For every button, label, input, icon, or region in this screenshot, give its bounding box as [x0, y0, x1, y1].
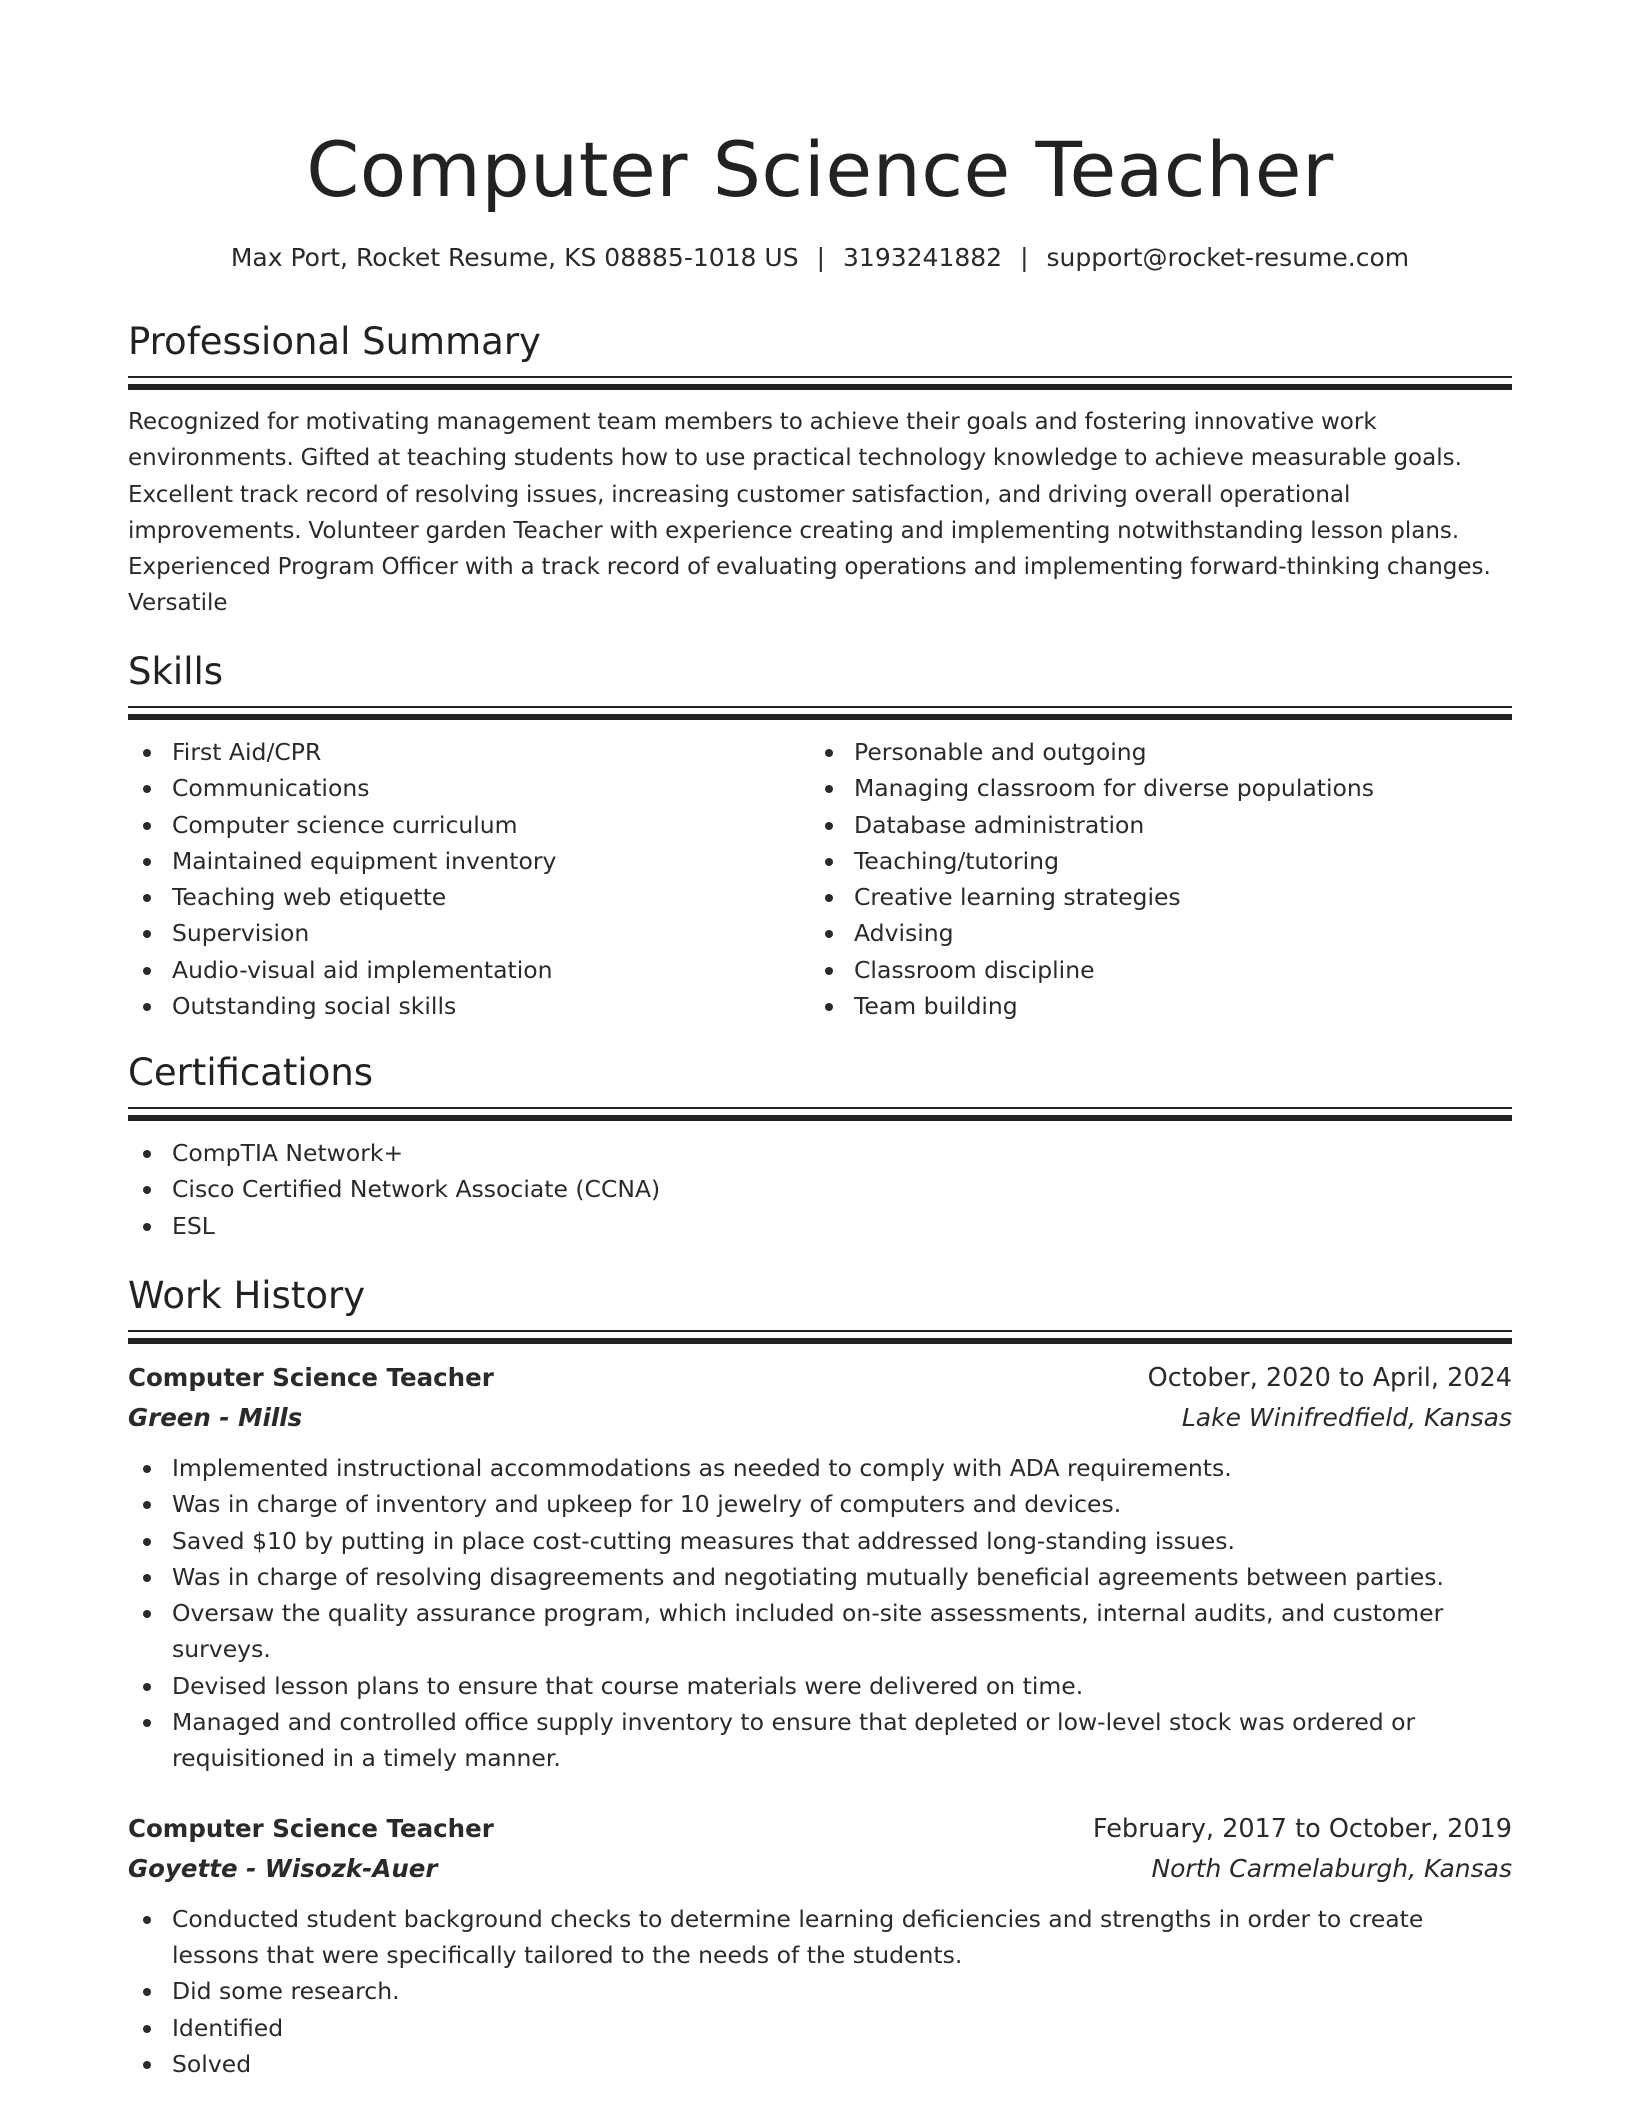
certifications-list	[128, 1135, 1512, 1244]
list-item: Conducted student background checks to determine learning deficiencies and strengths in order to create lessons that were specifically tailored to the needs of the students.	[128, 1901, 1512, 1974]
section-heading: Professional Summary	[128, 320, 541, 363]
summary-paragraph: Recognized for motivating management team members to achieve their goals and fostering innovative work environments. Gifted at teaching students how to use practical technology knowledge to achieve measurable goals. Excellent track record of resolving issues, increasing customer satisfaction, and driving overall operational improvements. Volunteer garden Teacher with experience creating and implementing notwithstanding lesson plans. Experienced Program Officer with a track record of evaluating operations and implementing forward-thinking changes. Versatile	[128, 409, 1491, 617]
resume-title: Computer Science Teacher	[306, 125, 1334, 214]
list-item: Computer science curriculum	[128, 807, 810, 843]
section-work-history	[128, 1271, 1512, 2082]
list-item: Solved	[128, 2046, 1512, 2082]
list-item: Cisco Certified Network Associate (CCNA)	[128, 1171, 1512, 1207]
skills-columns	[128, 720, 1512, 1024]
job-title: Computer Science Teacher	[128, 1813, 494, 1843]
contact-line	[128, 238, 1512, 278]
list-item: Oversaw the quality assurance program, which included on-site assessments, internal audits, and customer surveys.	[128, 1595, 1512, 1668]
list-item: Implemented instructional accommodations as needed to comply with ADA requirements.	[128, 1450, 1512, 1486]
section-rule-thick	[128, 1115, 1512, 1121]
list-item: Managed and controlled office supply inventory to ensure that depleted or low-level stock was ordered or requisitioned in a timely manner.	[128, 1704, 1512, 1777]
job-subheader	[128, 1398, 1512, 1438]
job-header	[128, 1358, 1512, 1398]
job-header	[128, 1809, 1512, 1849]
list-item: Was in charge of resolving disagreements and negotiating mutually beneficial agreements between parties.	[128, 1559, 1512, 1595]
section-skills	[128, 647, 1512, 1024]
job-duties-list	[128, 1901, 1512, 2082]
job-duties-list	[128, 1450, 1512, 1777]
section-rule-thin	[128, 706, 1512, 708]
list-item: Creative learning strategies	[810, 879, 1492, 915]
job-title: Computer Science Teacher	[128, 1363, 494, 1392]
list-item: Maintained equipment inventory	[128, 843, 810, 879]
job-location: North Carmelaburgh, Kansas	[1151, 1853, 1512, 1883]
skills-column-left	[128, 720, 810, 1024]
list-item: Teaching/tutoring	[810, 843, 1492, 879]
skills-column-right	[810, 720, 1492, 1024]
section-rule-thin	[128, 376, 1512, 378]
list-item: Team building	[810, 988, 1492, 1024]
contact-separator: |	[816, 243, 826, 272]
list-item: Supervision	[128, 915, 810, 951]
job-company: Green - Mills	[128, 1403, 303, 1432]
list-item: ESL	[128, 1208, 1512, 1244]
contact-address: Max Port, Rocket Resume, KS 08885-1018 US	[230, 243, 799, 272]
skills-list-left	[128, 734, 810, 1024]
list-item: Identified	[128, 2010, 1512, 2046]
skills-list-right	[810, 734, 1492, 1024]
contact-email[interactable]: support@rocket-resume.com	[1046, 243, 1410, 272]
list-item: Classroom discipline	[810, 952, 1492, 988]
list-item: CompTIA Network+	[128, 1135, 1512, 1171]
list-item: Managing classroom for diverse populations	[810, 770, 1492, 806]
list-item: Advising	[810, 915, 1492, 951]
section-certifications	[128, 1048, 1512, 1244]
section-rule-thin	[128, 1107, 1512, 1109]
section-rule-thin	[128, 1330, 1512, 1332]
section-heading: Skills	[128, 650, 224, 693]
job-location: Lake Winifredfield, Kansas	[1181, 1403, 1512, 1432]
section-heading: Certifications	[128, 1051, 374, 1094]
list-item: First Aid/CPR	[128, 734, 810, 770]
list-item: Devised lesson plans to ensure that course materials were delivered on time.	[128, 1668, 1512, 1704]
job-company: Goyette - Wisozk-Auer	[128, 1853, 438, 1883]
section-professional-summary	[128, 317, 1512, 622]
list-item: Communications	[128, 770, 810, 806]
job-subheader	[128, 1849, 1512, 1889]
list-item: Personable and outgoing	[810, 734, 1492, 770]
list-item: Saved $10 by putting in place cost-cutting measures that addressed long-standing issues.	[128, 1523, 1512, 1559]
list-item: Teaching web etiquette	[128, 879, 810, 915]
job-entry	[128, 1809, 1512, 2082]
job-dates: February, 2017 to October, 2019	[1092, 1813, 1512, 1844]
list-item: Outstanding social skills	[128, 988, 810, 1024]
section-rule-thick	[128, 1338, 1512, 1344]
list-item: Database administration	[810, 807, 1492, 843]
job-entry	[128, 1358, 1512, 1777]
list-item: Did some research.	[128, 1973, 1512, 2009]
section-heading: Work History	[128, 1274, 366, 1317]
job-dates: October, 2020 to April, 2024	[1147, 1363, 1512, 1393]
contact-separator: |	[1020, 243, 1029, 272]
list-item: Audio-visual aid implementation	[128, 952, 810, 988]
contact-phone[interactable]: 3193241882	[843, 243, 1003, 272]
list-item: Was in charge of inventory and upkeep for 10 jewelry of computers and devices.	[128, 1486, 1512, 1522]
section-rule-thick	[128, 384, 1512, 390]
